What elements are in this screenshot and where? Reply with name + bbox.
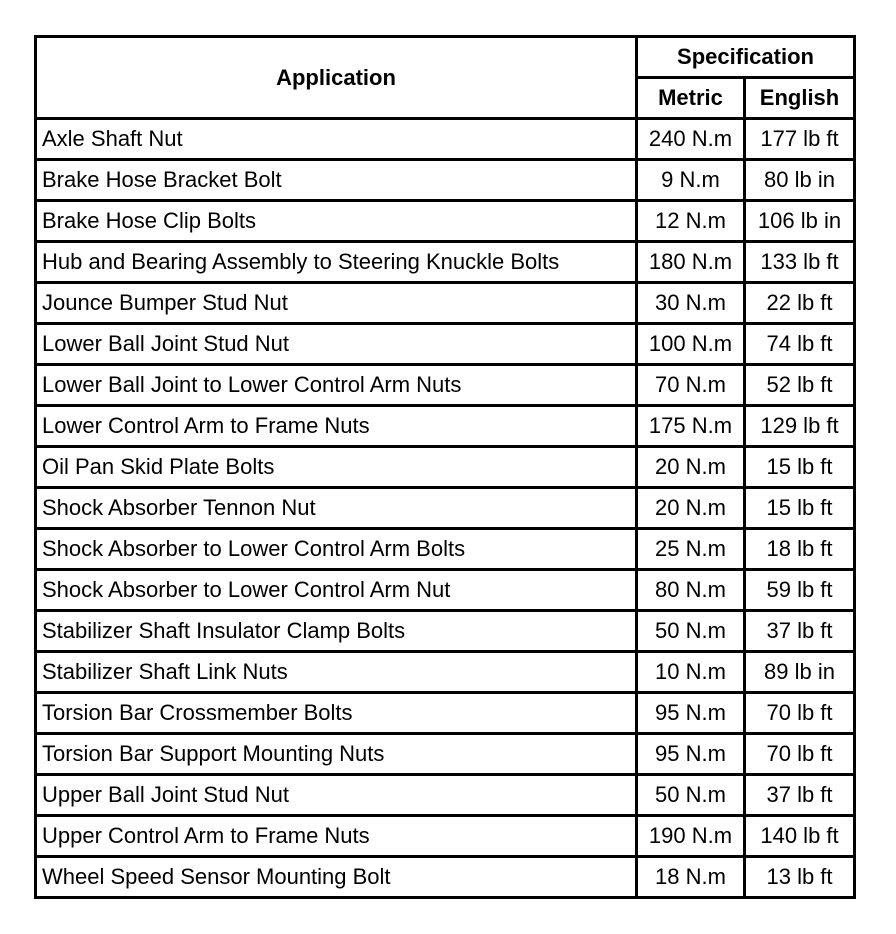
table-row — [36, 488, 855, 529]
english-value-cell: 140 lb ft — [745, 816, 855, 857]
application-cell: Jounce Bumper Stud Nut — [36, 283, 637, 324]
table-row — [36, 283, 855, 324]
metric-value-cell: 10 N.m — [637, 652, 745, 693]
application-cell: Axle Shaft Nut — [36, 119, 637, 160]
table-row — [36, 447, 855, 488]
application-cell: Torsion Bar Crossmember Bolts — [36, 693, 637, 734]
table-row — [36, 160, 855, 201]
torque-spec-table — [34, 35, 856, 899]
metric-value-cell: 25 N.m — [637, 529, 745, 570]
english-value-cell: 37 lb ft — [745, 611, 855, 652]
metric-value-cell: 190 N.m — [637, 816, 745, 857]
application-column-header: Application — [36, 37, 637, 119]
table-row — [36, 242, 855, 283]
table-header — [36, 37, 855, 119]
application-cell: Oil Pan Skid Plate Bolts — [36, 447, 637, 488]
metric-value-cell: 100 N.m — [637, 324, 745, 365]
english-value-cell: 89 lb in — [745, 652, 855, 693]
application-cell: Lower Ball Joint Stud Nut — [36, 324, 637, 365]
table-row — [36, 693, 855, 734]
english-value-cell: 22 lb ft — [745, 283, 855, 324]
metric-value-cell: 95 N.m — [637, 734, 745, 775]
metric-value-cell: 175 N.m — [637, 406, 745, 447]
metric-value-cell: 180 N.m — [637, 242, 745, 283]
metric-value-cell: 12 N.m — [637, 201, 745, 242]
metric-value-cell: 70 N.m — [637, 365, 745, 406]
metric-value-cell: 18 N.m — [637, 857, 745, 898]
table-row — [36, 857, 855, 898]
metric-value-cell: 20 N.m — [637, 447, 745, 488]
table-row — [36, 324, 855, 365]
application-cell: Stabilizer Shaft Link Nuts — [36, 652, 637, 693]
application-cell: Hub and Bearing Assembly to Steering Knuckle Bolts — [36, 242, 637, 283]
application-cell: Brake Hose Clip Bolts — [36, 201, 637, 242]
english-value-cell: 177 lb ft — [745, 119, 855, 160]
metric-value-cell: 240 N.m — [637, 119, 745, 160]
english-value-cell: 37 lb ft — [745, 775, 855, 816]
metric-value-cell: 30 N.m — [637, 283, 745, 324]
application-cell: Lower Ball Joint to Lower Control Arm Nuts — [36, 365, 637, 406]
application-cell: Shock Absorber Tennon Nut — [36, 488, 637, 529]
english-value-cell: 70 lb ft — [745, 693, 855, 734]
table-row — [36, 529, 855, 570]
english-value-cell: 70 lb ft — [745, 734, 855, 775]
table-row — [36, 775, 855, 816]
application-cell: Stabilizer Shaft Insulator Clamp Bolts — [36, 611, 637, 652]
english-value-cell: 80 lb in — [745, 160, 855, 201]
metric-value-cell: 80 N.m — [637, 570, 745, 611]
english-value-cell: 106 lb in — [745, 201, 855, 242]
table-row — [36, 406, 855, 447]
metric-value-cell: 50 N.m — [637, 611, 745, 652]
table-body — [36, 119, 855, 898]
english-value-cell: 59 lb ft — [745, 570, 855, 611]
application-cell: Brake Hose Bracket Bolt — [36, 160, 637, 201]
metric-value-cell: 50 N.m — [637, 775, 745, 816]
table-row — [36, 816, 855, 857]
metric-value-cell: 9 N.m — [637, 160, 745, 201]
table-row — [36, 201, 855, 242]
table-row — [36, 611, 855, 652]
english-value-cell: 15 lb ft — [745, 488, 855, 529]
header-row-top — [36, 37, 855, 78]
english-value-cell: 18 lb ft — [745, 529, 855, 570]
application-cell: Upper Control Arm to Frame Nuts — [36, 816, 637, 857]
table-row — [36, 734, 855, 775]
english-value-cell: 15 lb ft — [745, 447, 855, 488]
english-value-cell: 133 lb ft — [745, 242, 855, 283]
application-cell: Torsion Bar Support Mounting Nuts — [36, 734, 637, 775]
specification-column-header: Specification — [637, 37, 855, 78]
application-cell: Wheel Speed Sensor Mounting Bolt — [36, 857, 637, 898]
english-value-cell: 52 lb ft — [745, 365, 855, 406]
metric-value-cell: 95 N.m — [637, 693, 745, 734]
english-column-header: English — [745, 78, 855, 119]
application-cell: Shock Absorber to Lower Control Arm Nut — [36, 570, 637, 611]
application-cell: Shock Absorber to Lower Control Arm Bolts — [36, 529, 637, 570]
table-row — [36, 570, 855, 611]
table-row — [36, 119, 855, 160]
english-value-cell: 13 lb ft — [745, 857, 855, 898]
english-value-cell: 129 lb ft — [745, 406, 855, 447]
application-cell: Upper Ball Joint Stud Nut — [36, 775, 637, 816]
metric-column-header: Metric — [637, 78, 745, 119]
application-cell: Lower Control Arm to Frame Nuts — [36, 406, 637, 447]
metric-value-cell: 20 N.m — [637, 488, 745, 529]
english-value-cell: 74 lb ft — [745, 324, 855, 365]
table-row — [36, 365, 855, 406]
table-row — [36, 652, 855, 693]
